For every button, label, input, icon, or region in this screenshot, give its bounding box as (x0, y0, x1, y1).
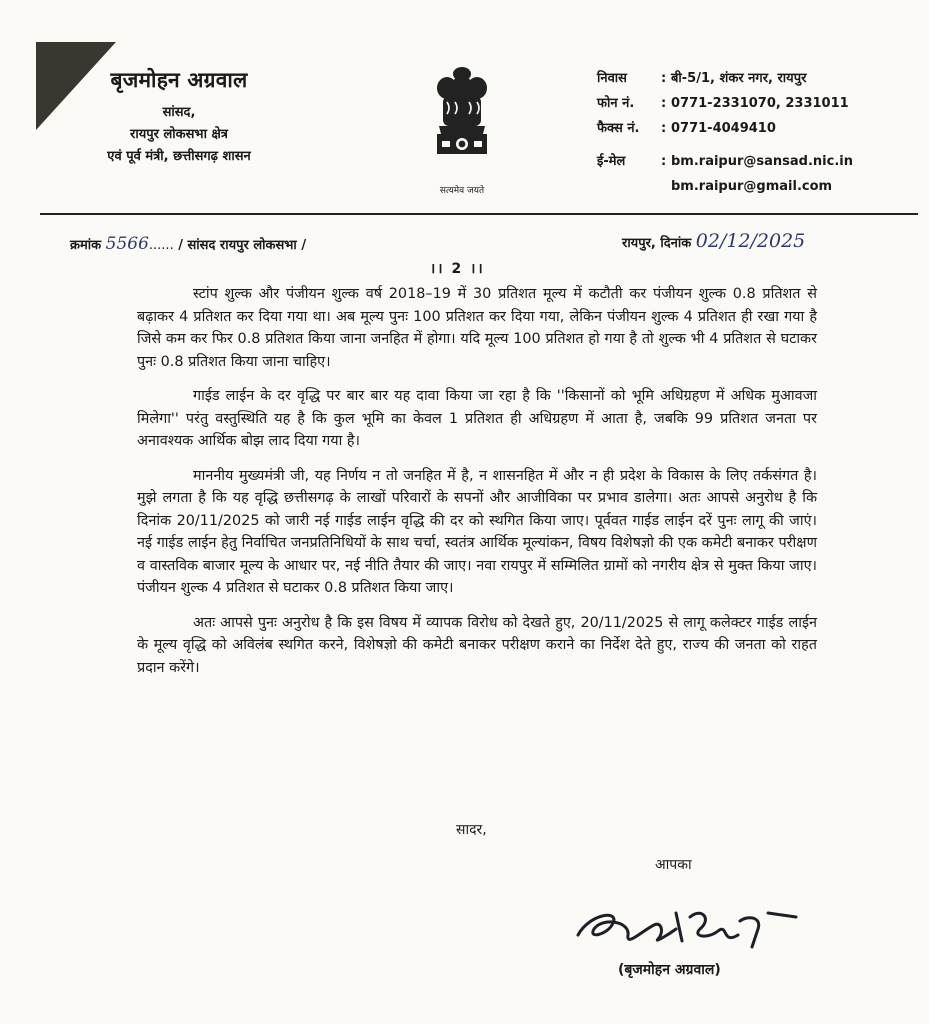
fax-label: फैक्स नं. (597, 121, 640, 136)
fax-number: 0771-4049410 (671, 121, 776, 136)
sender-designation-2: रायपुर लोकसभा क्षेत्र (130, 127, 228, 142)
sender-block (64, 66, 294, 168)
paragraph-1: स्टांप शुल्क और पंजीयन शुल्क वर्ष 2018–19 में 30 प्रतिशत मूल्य में कटौती कर पंजीयन शुल्क 0.8 प्रतिशत से बढ़ाकर 4 प्रतिशत कर दिया गया था। अब मूल्य पुनः 100 प्रतिशत कर दिया गया, लेकिन पंजीयन शुल्क 4 प्रतिशत ही रखा गया है जिसे कम कर फिर 0.8 प्रतिशत किया जाना जनहित में होगा। यदि मूल्य 100 प्रतिशत हो गया है तो शुल्क भी 4 प्रतिशत से घटाकर पुनः 0.8 प्रतिशत किया जाना चाहिए। (137, 286, 817, 370)
sender-designation-1: सांसद, (162, 105, 196, 120)
sender-designation-3: एवं पूर्व मंत्री, छत्तीसगढ़ शासन (107, 149, 251, 164)
phone-number: 0771-2331070, 2331011 (671, 96, 849, 111)
reference-dots: ...... (148, 238, 174, 253)
contact-block: निवास : बी-5/1, शंकर नगर, रायपुर फोन नं. : 0771-2331070, 2331011 फैक्स नं. : 0771-4049410 ई-मेल : bm.raipur@sansad.nic.in bm.raipur@gmail.com (597, 66, 917, 199)
paragraph-4: अतः आपसे पुनः अनुरोध है कि इस विषय में व्यापक विरोध को देखते हुए, 20/11/2025 से लागू कलेक्टर गाईड लाईन के मूल्य वृद्धि को अविलंब स्थगित करने, विशेषज्ञो की कमेटी बनाकर परीक्षण कराने का निर्देश देते हुए, राज्य की जनता को राहत प्रदान करेंगे। (137, 614, 817, 676)
email-address-1: bm.raipur@sansad.nic.in (671, 154, 853, 169)
page-number: ।। 2 ।। (430, 261, 485, 277)
reference-label: क्रमांक (70, 238, 102, 253)
phone-label: फोन नं. (597, 96, 635, 111)
closing-salutation: सादर, (456, 822, 487, 838)
date-label: रायपुर, दिनांक (622, 236, 692, 251)
letter-body (137, 283, 817, 691)
paragraph-3: माननीय मुख्यमंत्री जी, यह निर्णय न तो जनहित में है, न शासनहित में और न ही प्रदेश के विकास के लिए तर्कसंगत है। मुझे लगता है कि यह वृद्धि छत्तीसगढ़ के लाखों परिवारों के सपनों और आजीविका पर प्रभाव डालेगा। अतः आपसे अनुरोध है कि दिनांक 20/11/2025 को जारी नई गाईड लाईन वृद्धि की दर को स्थगित किया जाए। पूर्ववत गाईड लाईन दरें पुनः लागू की जाएं। नई गाईड लाईन हेतु निर्वाचित जनप्रतिनिधियों के साथ चर्चा, स्वतंत्र आर्थिक मूल्यांकन, विषय विशेषज्ञो की एक कमेटी बनाकर परीक्षण व वास्तविक बाजार मूल्य के आधार पर, नई नीति तैयार की जाए। नवा रायपुर में सम्मिलित ग्रामों को नगरीय क्षेत्र से मुक्त किया जाए। पंजीयन शुल्क 4 प्रतिशत से घटाकर 0.8 प्रतिशत किया जाए। (137, 467, 818, 596)
header-divider (40, 213, 918, 215)
paragraph-2: गाईड लाईन के दर वृद्धि पर बार बार यह दावा किया जा रहा है कि ''किसानों को भूमि अधिग्रहण में अधिक मुआवजा मिलेगा'' परंतु वस्तुस्थिति यह है कि कुल भूमि का केवल 1 प्रतिशत ही अधिग्रहण में आता है, जबकि 99 प्रतिशत जनता पर अनावश्यक आर्थिक बोझ लाद दिया गया है। (137, 388, 817, 449)
signature (572, 895, 802, 961)
date-line (622, 230, 805, 252)
reference-number: 5566 (105, 234, 149, 254)
closing-yours: आपका (655, 857, 692, 873)
residence-label: निवास (597, 71, 627, 86)
ashoka-lion-emblem-icon (429, 62, 495, 182)
signatory-name: (बृजमोहन अग्रवाल) (618, 962, 721, 978)
reference-suffix: / सांसद रायपुर लोकसभा / (178, 238, 307, 253)
handwritten-signature-icon (572, 895, 802, 957)
email-address-2: bm.raipur@gmail.com (671, 179, 833, 194)
sender-name: बृजमोहन अग्रवाल (110, 68, 248, 92)
reference-line (70, 234, 306, 254)
date-value: 02/12/2025 (695, 230, 806, 252)
email-label: ई-मेल (597, 154, 626, 169)
residence-address: बी-5/1, शंकर नगर, रायपुर (671, 71, 807, 86)
emblem-motto: सत्यमेव जयते (439, 186, 485, 196)
national-emblem (420, 62, 504, 196)
